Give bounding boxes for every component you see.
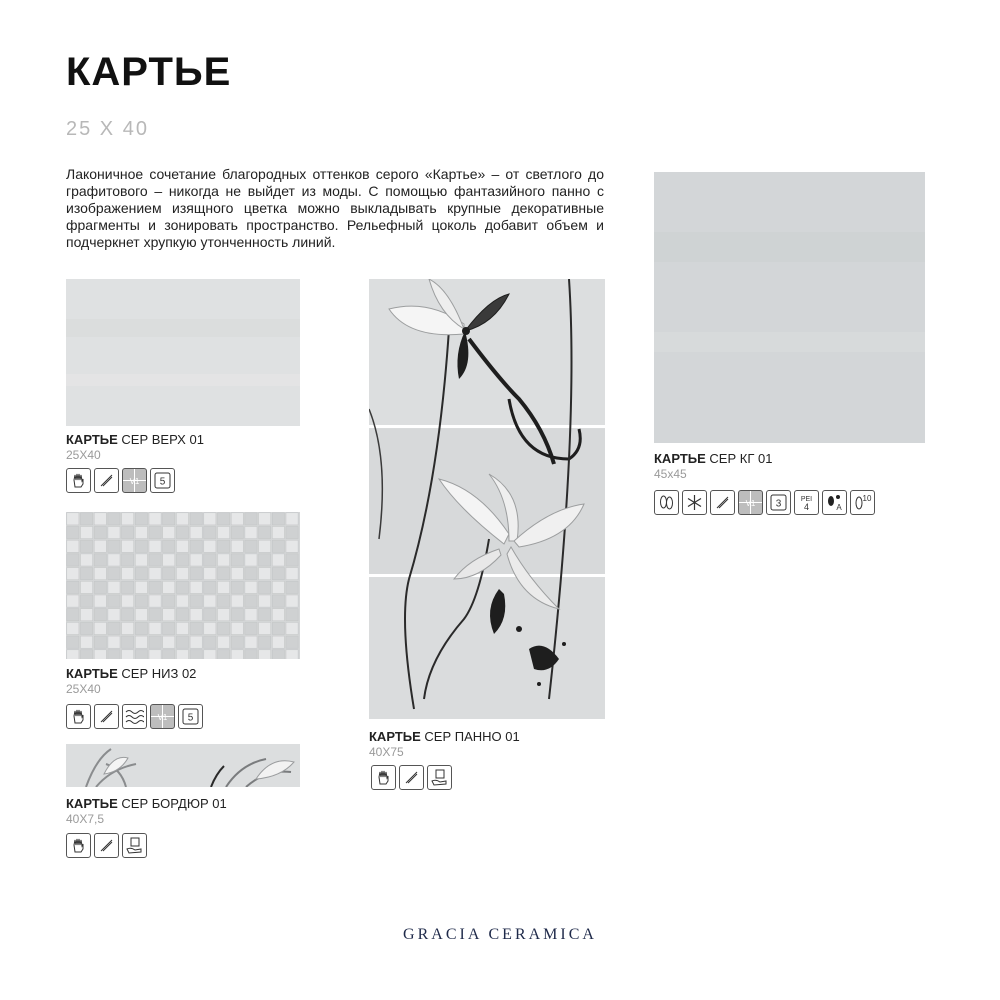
- relief-cell: [67, 609, 79, 621]
- relief-cell: [94, 527, 106, 539]
- relief-cell: [286, 609, 298, 621]
- product-brand: КАРТЬЕ: [66, 432, 118, 447]
- relief-cell: [163, 513, 175, 525]
- relief-cell: [272, 554, 284, 566]
- relief-cell: [81, 595, 93, 607]
- relief-cell: [259, 568, 271, 580]
- relief-cell: [259, 609, 271, 621]
- relief-cell: [94, 636, 106, 648]
- product-name-niz: [66, 666, 196, 681]
- relief-cell: [204, 595, 216, 607]
- relief-cell: [259, 527, 271, 539]
- relief-cell: [272, 595, 284, 607]
- relief-cell: [218, 636, 230, 648]
- relief-cell: [259, 650, 271, 659]
- tile-image-verh: [66, 279, 300, 426]
- slip-label: A: [836, 503, 842, 512]
- relief-cell: [190, 622, 202, 634]
- relief-cell: [163, 636, 175, 648]
- tile-image-bordyur: [66, 744, 300, 787]
- relief-cell: [149, 527, 161, 539]
- concrete-texture: [66, 279, 300, 426]
- brand-logo: GRACIA CERAMICA: [403, 926, 597, 943]
- class-3-icon: [766, 490, 791, 515]
- relief-cell: [272, 527, 284, 539]
- relief-cell: [163, 581, 175, 593]
- relief-cell: [231, 568, 243, 580]
- spec-icons-niz: [66, 704, 203, 729]
- relief-cell: [259, 581, 271, 593]
- relief-cell: [204, 568, 216, 580]
- relief-cell: [163, 527, 175, 539]
- product-name-panno: [369, 729, 520, 744]
- relief-cell: [231, 609, 243, 621]
- relief-cell: [108, 513, 120, 525]
- product-model: СЕР КГ 01: [709, 451, 773, 466]
- relief-cell: [259, 595, 271, 607]
- relief-cell: [259, 636, 271, 648]
- relief-cell: [204, 581, 216, 593]
- relief-cell: [122, 568, 134, 580]
- relief-texture: [66, 512, 300, 659]
- hand-icon: [66, 833, 91, 858]
- relief-cell: [204, 540, 216, 552]
- relief-cell: [190, 650, 202, 659]
- relief-cell: [272, 513, 284, 525]
- relief-cell: [286, 513, 298, 525]
- relief-cell: [149, 554, 161, 566]
- relief-cell: [272, 540, 284, 552]
- relief-cell: [176, 609, 188, 621]
- relief-cell: [218, 622, 230, 634]
- relief-cell: [190, 540, 202, 552]
- relief-cell: [108, 595, 120, 607]
- relief-cell: [218, 540, 230, 552]
- relief-cell: [245, 540, 257, 552]
- relief-cell: [135, 650, 147, 659]
- relief-cell: [259, 554, 271, 566]
- relief-cell: [218, 609, 230, 621]
- relief-cell: [231, 554, 243, 566]
- floor-concrete-texture: [654, 172, 925, 443]
- relief-cell: [245, 527, 257, 539]
- relief-cell: [94, 609, 106, 621]
- shade-v1-icon: [150, 704, 175, 729]
- relief-cell: [176, 622, 188, 634]
- relief-cell: [135, 554, 147, 566]
- r-label: 10: [862, 494, 872, 503]
- shade-v1-icon: [738, 490, 763, 515]
- relief-cell: [286, 650, 298, 659]
- hand-icon: [66, 704, 91, 729]
- relief-cell: [204, 622, 216, 634]
- relief-cell: [163, 540, 175, 552]
- relief-cell: [94, 650, 106, 659]
- relief-cell: [122, 540, 134, 552]
- relief-cell: [149, 540, 161, 552]
- relief-cell: [149, 513, 161, 525]
- relief-cell: [108, 636, 120, 648]
- relief-cell: [81, 636, 93, 648]
- product-size-niz: 25X40: [66, 682, 101, 696]
- relief-cell: [108, 622, 120, 634]
- relief-cell: [231, 540, 243, 552]
- pei-value: 4: [803, 502, 810, 512]
- relief-cell: [135, 581, 147, 593]
- relief-cell: [81, 554, 93, 566]
- relief-cell: [67, 513, 79, 525]
- floor-icon: [654, 490, 679, 515]
- relief-cell: [135, 540, 147, 552]
- relief-cell: [163, 622, 175, 634]
- hand-icon: [66, 468, 91, 493]
- relief-cell: [149, 595, 161, 607]
- relief-cell: [149, 636, 161, 648]
- frost-icon: [682, 490, 707, 515]
- tile-image-panno: [369, 279, 605, 719]
- relief-cell: [286, 568, 298, 580]
- class-label: 5: [187, 712, 194, 724]
- gloss-icon: [94, 833, 119, 858]
- relief-cell: [67, 568, 79, 580]
- spec-icons-verh: [66, 468, 175, 493]
- shade-label: V1: [745, 499, 756, 508]
- relief-cell: [286, 581, 298, 593]
- relief-cell: [176, 513, 188, 525]
- slip-a-icon: [822, 490, 847, 515]
- pei-label: PEI: [800, 496, 813, 503]
- relief-cell: [218, 595, 230, 607]
- product-brand: КАРТЬЕ: [66, 666, 118, 681]
- relief-cell: [81, 622, 93, 634]
- relief-cell: [231, 622, 243, 634]
- relief-cell: [67, 554, 79, 566]
- relief-cell: [122, 595, 134, 607]
- relief-cell: [286, 622, 298, 634]
- product-brand: КАРТЬЕ: [66, 796, 118, 811]
- product-model: СЕР БОРДЮР 01: [121, 796, 227, 811]
- shade-v1-icon: [122, 468, 147, 493]
- relief-cell: [286, 527, 298, 539]
- relief-cell: [81, 527, 93, 539]
- handmade-icon: [427, 765, 452, 790]
- relief-cell: [272, 581, 284, 593]
- relief-cell: [245, 622, 257, 634]
- relief-cell: [272, 622, 284, 634]
- relief-cell: [259, 513, 271, 525]
- relief-cell: [81, 513, 93, 525]
- relief-cell: [245, 636, 257, 648]
- relief-cell: [122, 622, 134, 634]
- relief-cell: [135, 513, 147, 525]
- relief-cell: [190, 636, 202, 648]
- relief-cell: [204, 554, 216, 566]
- relief-cell: [122, 609, 134, 621]
- relief-cell: [108, 581, 120, 593]
- relief-cell: [190, 568, 202, 580]
- relief-cell: [67, 650, 79, 659]
- flower-panel-art: [369, 279, 605, 719]
- hand-icon: [371, 765, 396, 790]
- relief-cell: [135, 527, 147, 539]
- relief-cell: [122, 636, 134, 648]
- gloss-icon: [94, 468, 119, 493]
- relief-cell: [176, 595, 188, 607]
- relief-cell: [149, 622, 161, 634]
- relief-cell: [272, 568, 284, 580]
- relief-cell: [204, 636, 216, 648]
- relief-cell: [245, 554, 257, 566]
- format-subtitle: 25 X 40: [66, 118, 149, 140]
- relief-cell: [272, 650, 284, 659]
- relief-cell: [176, 554, 188, 566]
- relief-cell: [108, 568, 120, 580]
- relief-cell: [245, 650, 257, 659]
- gloss-icon: [399, 765, 424, 790]
- gloss-icon: [710, 490, 735, 515]
- relief-cell: [176, 540, 188, 552]
- relief-cell: [135, 636, 147, 648]
- relief-cell: [190, 609, 202, 621]
- product-size-bordyur: 40X7,5: [66, 812, 105, 826]
- relief-cell: [108, 527, 120, 539]
- product-name-kg: [654, 451, 772, 466]
- handmade-icon: [122, 833, 147, 858]
- product-name-verh: [66, 432, 204, 447]
- relief-cell: [94, 568, 106, 580]
- relief-cell: [259, 540, 271, 552]
- relief-cell: [231, 650, 243, 659]
- product-model: СЕР ВЕРХ 01: [121, 432, 204, 447]
- relief-cell: [272, 609, 284, 621]
- relief-cell: [135, 622, 147, 634]
- relief-cell: [94, 513, 106, 525]
- spec-icons-kg: [654, 490, 875, 515]
- relief-cell: [176, 581, 188, 593]
- spec-icons-bordyur: [66, 833, 147, 858]
- relief-cell: [108, 554, 120, 566]
- relief-cell: [135, 568, 147, 580]
- relief-cell: [122, 554, 134, 566]
- relief-cell: [176, 650, 188, 659]
- relief-cell: [122, 513, 134, 525]
- relief-cell: [94, 554, 106, 566]
- relief-cell: [204, 527, 216, 539]
- relief-cell: [190, 513, 202, 525]
- pei-4-icon: [794, 490, 819, 515]
- relief-cell: [245, 595, 257, 607]
- relief-cell: [122, 650, 134, 659]
- relief-cell: [272, 636, 284, 648]
- relief-cell: [135, 609, 147, 621]
- relief-cell: [176, 527, 188, 539]
- relief-cell: [163, 595, 175, 607]
- relief-cell: [163, 568, 175, 580]
- relief-cell: [204, 609, 216, 621]
- relief-cell: [190, 554, 202, 566]
- product-brand: КАРТЬЕ: [369, 729, 421, 744]
- tile-image-niz: [66, 512, 300, 659]
- relief-cell: [218, 513, 230, 525]
- spec-icons-panno: [371, 765, 452, 790]
- relief-cell: [286, 540, 298, 552]
- relief-cell: [245, 513, 257, 525]
- relief-cell: [176, 568, 188, 580]
- relief-cell: [135, 595, 147, 607]
- shade-label: V1: [157, 713, 168, 722]
- relief-cell: [94, 581, 106, 593]
- relief-cell: [218, 554, 230, 566]
- relief-cell: [204, 513, 216, 525]
- class-label: 5: [159, 476, 166, 488]
- relief-cell: [231, 581, 243, 593]
- relief-cell: [163, 609, 175, 621]
- relief-cell: [94, 540, 106, 552]
- relief-cell: [190, 581, 202, 593]
- relief-cell: [218, 568, 230, 580]
- relief-cell: [108, 540, 120, 552]
- relief-cell: [67, 527, 79, 539]
- relief-cell: [218, 650, 230, 659]
- collection-description: Лаконичное сочетание благородных оттенков серого «Картье» – от светлого до графитового – никогда не выйдет из моды. С помощью фантазийного панно с изображением изящного цветка можно выкладывать крупные декоративные фрагменты и зонировать пространство. Рельефный цоколь добавит объем и подчеркнет хрупкую утонченность линий.: [66, 166, 604, 250]
- page-title: КАРТЬЕ: [66, 50, 232, 94]
- relief-cell: [94, 622, 106, 634]
- product-model: СЕР ПАННО 01: [424, 729, 520, 744]
- product-size-panno: 40X75: [369, 745, 404, 759]
- relief-cell: [149, 568, 161, 580]
- relief-cell: [286, 636, 298, 648]
- product-model: СЕР НИЗ 02: [121, 666, 197, 681]
- product-brand: КАРТЬЕ: [654, 451, 706, 466]
- relief-cell: [231, 636, 243, 648]
- relief-cell: [231, 527, 243, 539]
- relief-cell: [149, 650, 161, 659]
- relief-cell: [231, 513, 243, 525]
- relief-cell: [245, 581, 257, 593]
- product-size-kg: 45x45: [654, 467, 687, 481]
- relief-cell: [81, 609, 93, 621]
- relief-cell: [81, 581, 93, 593]
- relief-cell: [218, 527, 230, 539]
- relief-cell: [245, 609, 257, 621]
- relief-cell: [259, 622, 271, 634]
- relief-cell: [81, 568, 93, 580]
- class-label: 3: [775, 498, 782, 510]
- class-5-icon: [150, 468, 175, 493]
- relief-cell: [286, 554, 298, 566]
- relief-cell: [122, 527, 134, 539]
- relief-cell: [67, 540, 79, 552]
- relief-cell: [108, 650, 120, 659]
- relief-cell: [163, 650, 175, 659]
- shade-label: V1: [129, 477, 140, 486]
- relief-cell: [122, 581, 134, 593]
- relief-cell: [245, 568, 257, 580]
- product-size-verh: 25X40: [66, 448, 101, 462]
- relief-cell: [81, 540, 93, 552]
- relief-cell: [218, 581, 230, 593]
- relief-cell: [163, 554, 175, 566]
- relief-cell: [108, 609, 120, 621]
- class-5-icon: [178, 704, 203, 729]
- relief-cell: [286, 595, 298, 607]
- relief-cell: [94, 595, 106, 607]
- relief-cell: [149, 581, 161, 593]
- relief-cell: [204, 650, 216, 659]
- relief-cell: [67, 595, 79, 607]
- relief-cell: [149, 609, 161, 621]
- relief-cell: [67, 636, 79, 648]
- tile-image-kg: [654, 172, 925, 443]
- relief-cell: [81, 650, 93, 659]
- gloss-icon: [94, 704, 119, 729]
- relief-cell: [176, 636, 188, 648]
- relief-cell: [190, 595, 202, 607]
- product-name-bordyur: [66, 796, 227, 811]
- relief-icon: [122, 704, 147, 729]
- relief-cell: [67, 622, 79, 634]
- slip-r10-icon: [850, 490, 875, 515]
- relief-cell: [67, 581, 79, 593]
- relief-cell: [190, 527, 202, 539]
- relief-cell: [231, 595, 243, 607]
- flower-border-art: [66, 744, 300, 787]
